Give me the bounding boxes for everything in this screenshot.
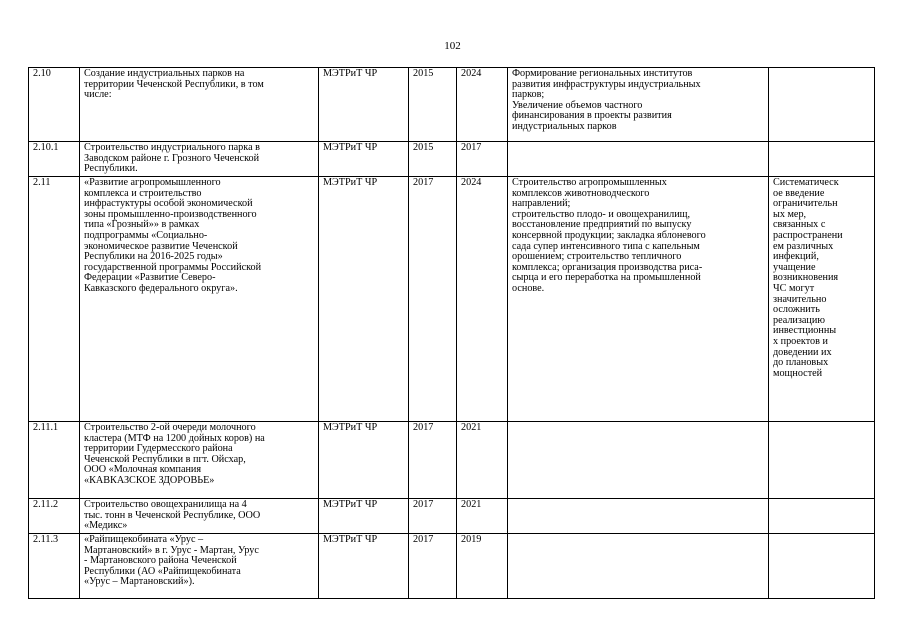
expected-result bbox=[508, 534, 769, 599]
executor: МЭТРиТ ЧР bbox=[319, 68, 409, 142]
row-number: 2.10 bbox=[29, 68, 80, 142]
end-year: 2017 bbox=[457, 142, 508, 177]
expected-result: Строительство агропромышленных комплексов животноводческого направлений; строительство плодо- и овощехранилищ, восстановление предприятий по выпуску консервной продукции; закладка яблоневого сада супер интенсивного типа с капельным орошением; строительство тепличного комплекса; организация производства риса- сырца и его переработка на промышленной основе. bbox=[508, 177, 769, 422]
expected-result bbox=[508, 422, 769, 499]
expected-result bbox=[508, 499, 769, 534]
table-row bbox=[29, 422, 875, 499]
executor: МЭТРиТ ЧР bbox=[319, 177, 409, 422]
row-number: 2.11.3 bbox=[29, 534, 80, 599]
start-year: 2017 bbox=[409, 422, 457, 499]
end-year: 2019 bbox=[457, 534, 508, 599]
row-number: 2.11.1 bbox=[29, 422, 80, 499]
row-number: 2.10.1 bbox=[29, 142, 80, 177]
start-year: 2015 bbox=[409, 68, 457, 142]
measure-name: «Райпищекобината «Урус – Мартановский» в г. Урус - Мартан, Урус - Мартановского района Чеченской Республики (АО «Райпищекобината «Урус – Мартановский»). bbox=[80, 534, 319, 599]
risks bbox=[769, 422, 875, 499]
table-row bbox=[29, 177, 875, 422]
end-year: 2024 bbox=[457, 177, 508, 422]
risks bbox=[769, 68, 875, 142]
expected-result: Формирование региональных институтов развития инфраструктуры индустриальных парков; Увеличение объемов частного финансирования в проекты развития индустриальных парков bbox=[508, 68, 769, 142]
risks bbox=[769, 499, 875, 534]
row-number: 2.11 bbox=[29, 177, 80, 422]
executor: МЭТРиТ ЧР bbox=[319, 534, 409, 599]
table-row bbox=[29, 68, 875, 142]
end-year: 2021 bbox=[457, 422, 508, 499]
end-year: 2024 bbox=[457, 68, 508, 142]
measure-name: Строительство индустриального парка в Заводском районе г. Грозного Чеченской Республики. bbox=[80, 142, 319, 177]
measure-name: Строительство 2-ой очереди молочного кластера (МТФ на 1200 дойных коров) на территории Гудермесского района Чеченской Республики в пгт. Ойсхар, ООО «Молочная компания «КАВКАЗСКОЕ ЗДОРОВЬЕ» bbox=[80, 422, 319, 499]
start-year: 2015 bbox=[409, 142, 457, 177]
executor: МЭТРиТ ЧР bbox=[319, 142, 409, 177]
start-year: 2017 bbox=[409, 534, 457, 599]
end-year: 2021 bbox=[457, 499, 508, 534]
start-year: 2017 bbox=[409, 177, 457, 422]
executor: МЭТРиТ ЧР bbox=[319, 499, 409, 534]
start-year: 2017 bbox=[409, 499, 457, 534]
executor: МЭТРиТ ЧР bbox=[319, 422, 409, 499]
expected-result bbox=[508, 142, 769, 177]
measures-table bbox=[28, 67, 875, 599]
risks: Систематическ ое введение ограничительн ых мер, связанных с распространени ем различных инфекций, учащение возникновения ЧС могут значительно осложнить реализацию инвестционны х проектов и доведении их до плановых мощностей bbox=[769, 177, 875, 422]
row-number: 2.11.2 bbox=[29, 499, 80, 534]
table-row bbox=[29, 142, 875, 177]
measure-name: Строительство овощехранилища на 4 тыс. тонн в Чеченской Республике, ООО «Медикс» bbox=[80, 499, 319, 534]
table-row bbox=[29, 499, 875, 534]
risks bbox=[769, 534, 875, 599]
page-number: 102 bbox=[444, 40, 461, 52]
table-row bbox=[29, 534, 875, 599]
measure-name: Создание индустриальных парков на территории Чеченской Республики, в том числе: bbox=[80, 68, 319, 142]
risks bbox=[769, 142, 875, 177]
measure-name: «Развитие агропромышленного комплекса и строительство инфрастуктуры особой экономической зоны промышленно-производственного типа «Грозный»» в рамках подпрограммы «Социально- экономическое развитие Чеченской Республики на 2016-2025 годы» государственной программы Российской Федерации «Развитие Северо- Кавказского федерального округа». bbox=[80, 177, 319, 422]
